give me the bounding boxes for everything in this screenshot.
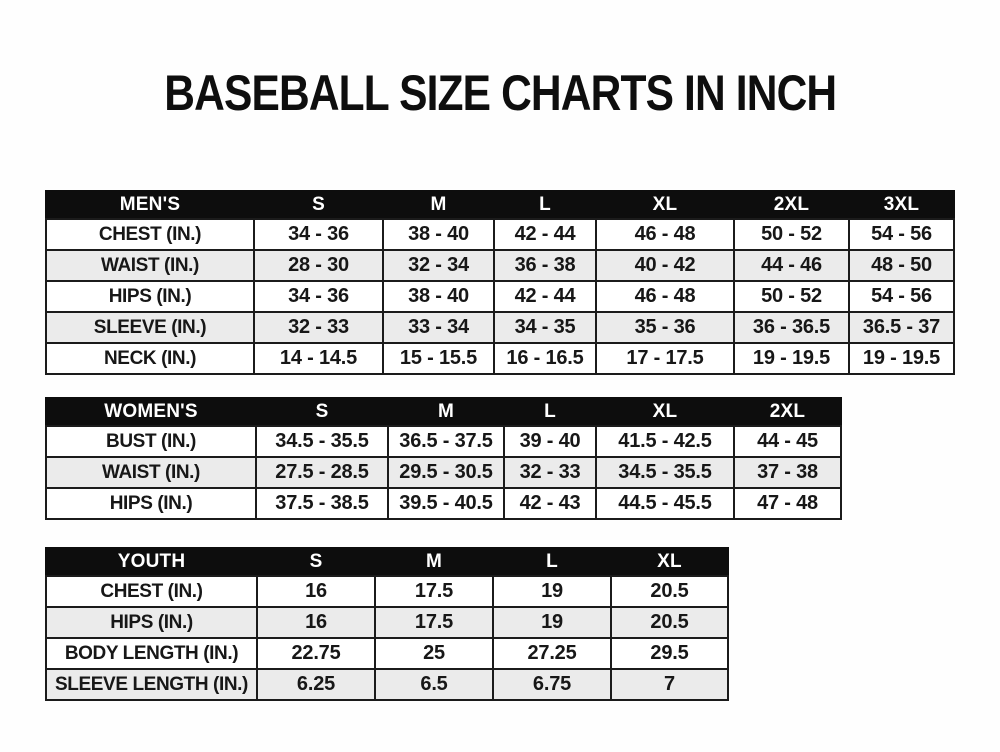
mens-size-value-cell: 42 - 44 [494,219,596,250]
mens-row-label: NECK (IN.) [46,343,254,374]
womens-size-value-cell: 32 - 33 [504,457,596,488]
youth-size-value-cell: 19 [493,607,611,638]
mens-column-header-m: M [383,191,494,219]
mens-size-value-cell: 48 - 50 [849,250,954,281]
womens-size-value-cell: 29.5 - 30.5 [388,457,504,488]
youth-size-value-cell: 6.5 [375,669,493,700]
youth-size-value-cell: 20.5 [611,576,728,607]
mens-size-value-cell: 46 - 48 [596,219,734,250]
womens-size-value-cell: 44.5 - 45.5 [596,488,734,519]
mens-row-label: SLEEVE (IN.) [46,312,254,343]
mens-size-value-cell: 19 - 19.5 [734,343,849,374]
womens-header-row [46,398,841,426]
mens-size-value-cell: 54 - 56 [849,281,954,312]
youth-column-header-m: M [375,548,493,576]
youth-header-row [46,548,728,576]
mens-size-value-cell: 42 - 44 [494,281,596,312]
mens-size-value-cell: 38 - 40 [383,219,494,250]
mens-size-value-cell: 28 - 30 [254,250,383,281]
womens-size-value-cell: 39.5 - 40.5 [388,488,504,519]
youth-size-value-cell: 7 [611,669,728,700]
mens-size-value-cell: 14 - 14.5 [254,343,383,374]
womens-row-label: WAIST (IN.) [46,457,256,488]
page-title-wrap [0,64,1000,122]
youth-table-row [46,607,728,638]
youth-column-header-xl: XL [611,548,728,576]
youth-size-value-cell: 29.5 [611,638,728,669]
womens-size-value-cell: 39 - 40 [504,426,596,457]
womens-table-row [46,426,841,457]
womens-table-row [46,457,841,488]
mens-size-value-cell: 35 - 36 [596,312,734,343]
youth-column-header-s: S [257,548,375,576]
mens-size-value-cell: 19 - 19.5 [849,343,954,374]
womens-table-row [46,488,841,519]
womens-size-value-cell: 34.5 - 35.5 [256,426,388,457]
mens-size-value-cell: 38 - 40 [383,281,494,312]
mens-size-value-cell: 50 - 52 [734,219,849,250]
youth-size-value-cell: 6.25 [257,669,375,700]
mens-header-row [46,191,954,219]
mens-size-value-cell: 50 - 52 [734,281,849,312]
mens-size-value-cell: 32 - 33 [254,312,383,343]
youth-row-label: HIPS (IN.) [46,607,257,638]
mens-size-value-cell: 36 - 38 [494,250,596,281]
mens-size-value-cell: 44 - 46 [734,250,849,281]
womens-column-header-2xl: 2XL [734,398,841,426]
mens-table-row [46,250,954,281]
womens-column-header-xl: XL [596,398,734,426]
mens-table-row [46,219,954,250]
womens-size-table [45,397,842,520]
youth-size-value-cell: 20.5 [611,607,728,638]
youth-size-value-cell: 17.5 [375,576,493,607]
womens-row-label: HIPS (IN.) [46,488,256,519]
youth-size-value-cell: 22.75 [257,638,375,669]
youth-size-table-container [45,547,729,701]
mens-table-row [46,343,954,374]
womens-size-value-cell: 41.5 - 42.5 [596,426,734,457]
youth-size-value-cell: 16 [257,607,375,638]
youth-row-label: BODY LENGTH (IN.) [46,638,257,669]
youth-size-value-cell: 16 [257,576,375,607]
mens-size-table [45,190,955,375]
mens-size-value-cell: 34 - 36 [254,281,383,312]
youth-table-row [46,638,728,669]
mens-size-value-cell: 54 - 56 [849,219,954,250]
mens-table-row [46,281,954,312]
womens-size-value-cell: 44 - 45 [734,426,841,457]
womens-size-value-cell: 36.5 - 37.5 [388,426,504,457]
youth-row-label: CHEST (IN.) [46,576,257,607]
mens-column-header-l: L [494,191,596,219]
mens-table-row [46,312,954,343]
youth-row-label: SLEEVE LENGTH (IN.) [46,669,257,700]
mens-size-value-cell: 34 - 36 [254,219,383,250]
mens-size-value-cell: 46 - 48 [596,281,734,312]
mens-size-value-cell: 15 - 15.5 [383,343,494,374]
womens-size-value-cell: 47 - 48 [734,488,841,519]
mens-column-header-2xl: 2XL [734,191,849,219]
mens-column-header-3xl: 3XL [849,191,954,219]
mens-size-value-cell: 17 - 17.5 [596,343,734,374]
womens-column-header-l: L [504,398,596,426]
mens-row-label: HIPS (IN.) [46,281,254,312]
womens-size-value-cell: 37 - 38 [734,457,841,488]
mens-table-title: MEN'S [46,191,254,219]
womens-column-header-m: M [388,398,504,426]
youth-table-title: YOUTH [46,548,257,576]
mens-row-label: WAIST (IN.) [46,250,254,281]
youth-size-value-cell: 25 [375,638,493,669]
womens-size-value-cell: 42 - 43 [504,488,596,519]
mens-column-header-xl: XL [596,191,734,219]
youth-size-value-cell: 19 [493,576,611,607]
youth-size-value-cell: 17.5 [375,607,493,638]
mens-size-value-cell: 40 - 42 [596,250,734,281]
mens-size-value-cell: 34 - 35 [494,312,596,343]
womens-size-value-cell: 27.5 - 28.5 [256,457,388,488]
youth-size-value-cell: 6.75 [493,669,611,700]
youth-column-header-l: L [493,548,611,576]
womens-column-header-s: S [256,398,388,426]
womens-size-table-container [45,397,842,520]
mens-size-value-cell: 36.5 - 37 [849,312,954,343]
youth-size-table [45,547,729,701]
mens-size-value-cell: 16 - 16.5 [494,343,596,374]
youth-table-row [46,669,728,700]
mens-size-value-cell: 36 - 36.5 [734,312,849,343]
mens-column-header-s: S [254,191,383,219]
page-title: BASEBALL SIZE CHARTS IN INCH [164,65,836,121]
womens-size-value-cell: 37.5 - 38.5 [256,488,388,519]
youth-size-value-cell: 27.25 [493,638,611,669]
womens-row-label: BUST (IN.) [46,426,256,457]
mens-row-label: CHEST (IN.) [46,219,254,250]
youth-table-row [46,576,728,607]
mens-size-table-container [45,190,955,375]
mens-size-value-cell: 32 - 34 [383,250,494,281]
mens-size-value-cell: 33 - 34 [383,312,494,343]
womens-size-value-cell: 34.5 - 35.5 [596,457,734,488]
womens-table-title: WOMEN'S [46,398,256,426]
